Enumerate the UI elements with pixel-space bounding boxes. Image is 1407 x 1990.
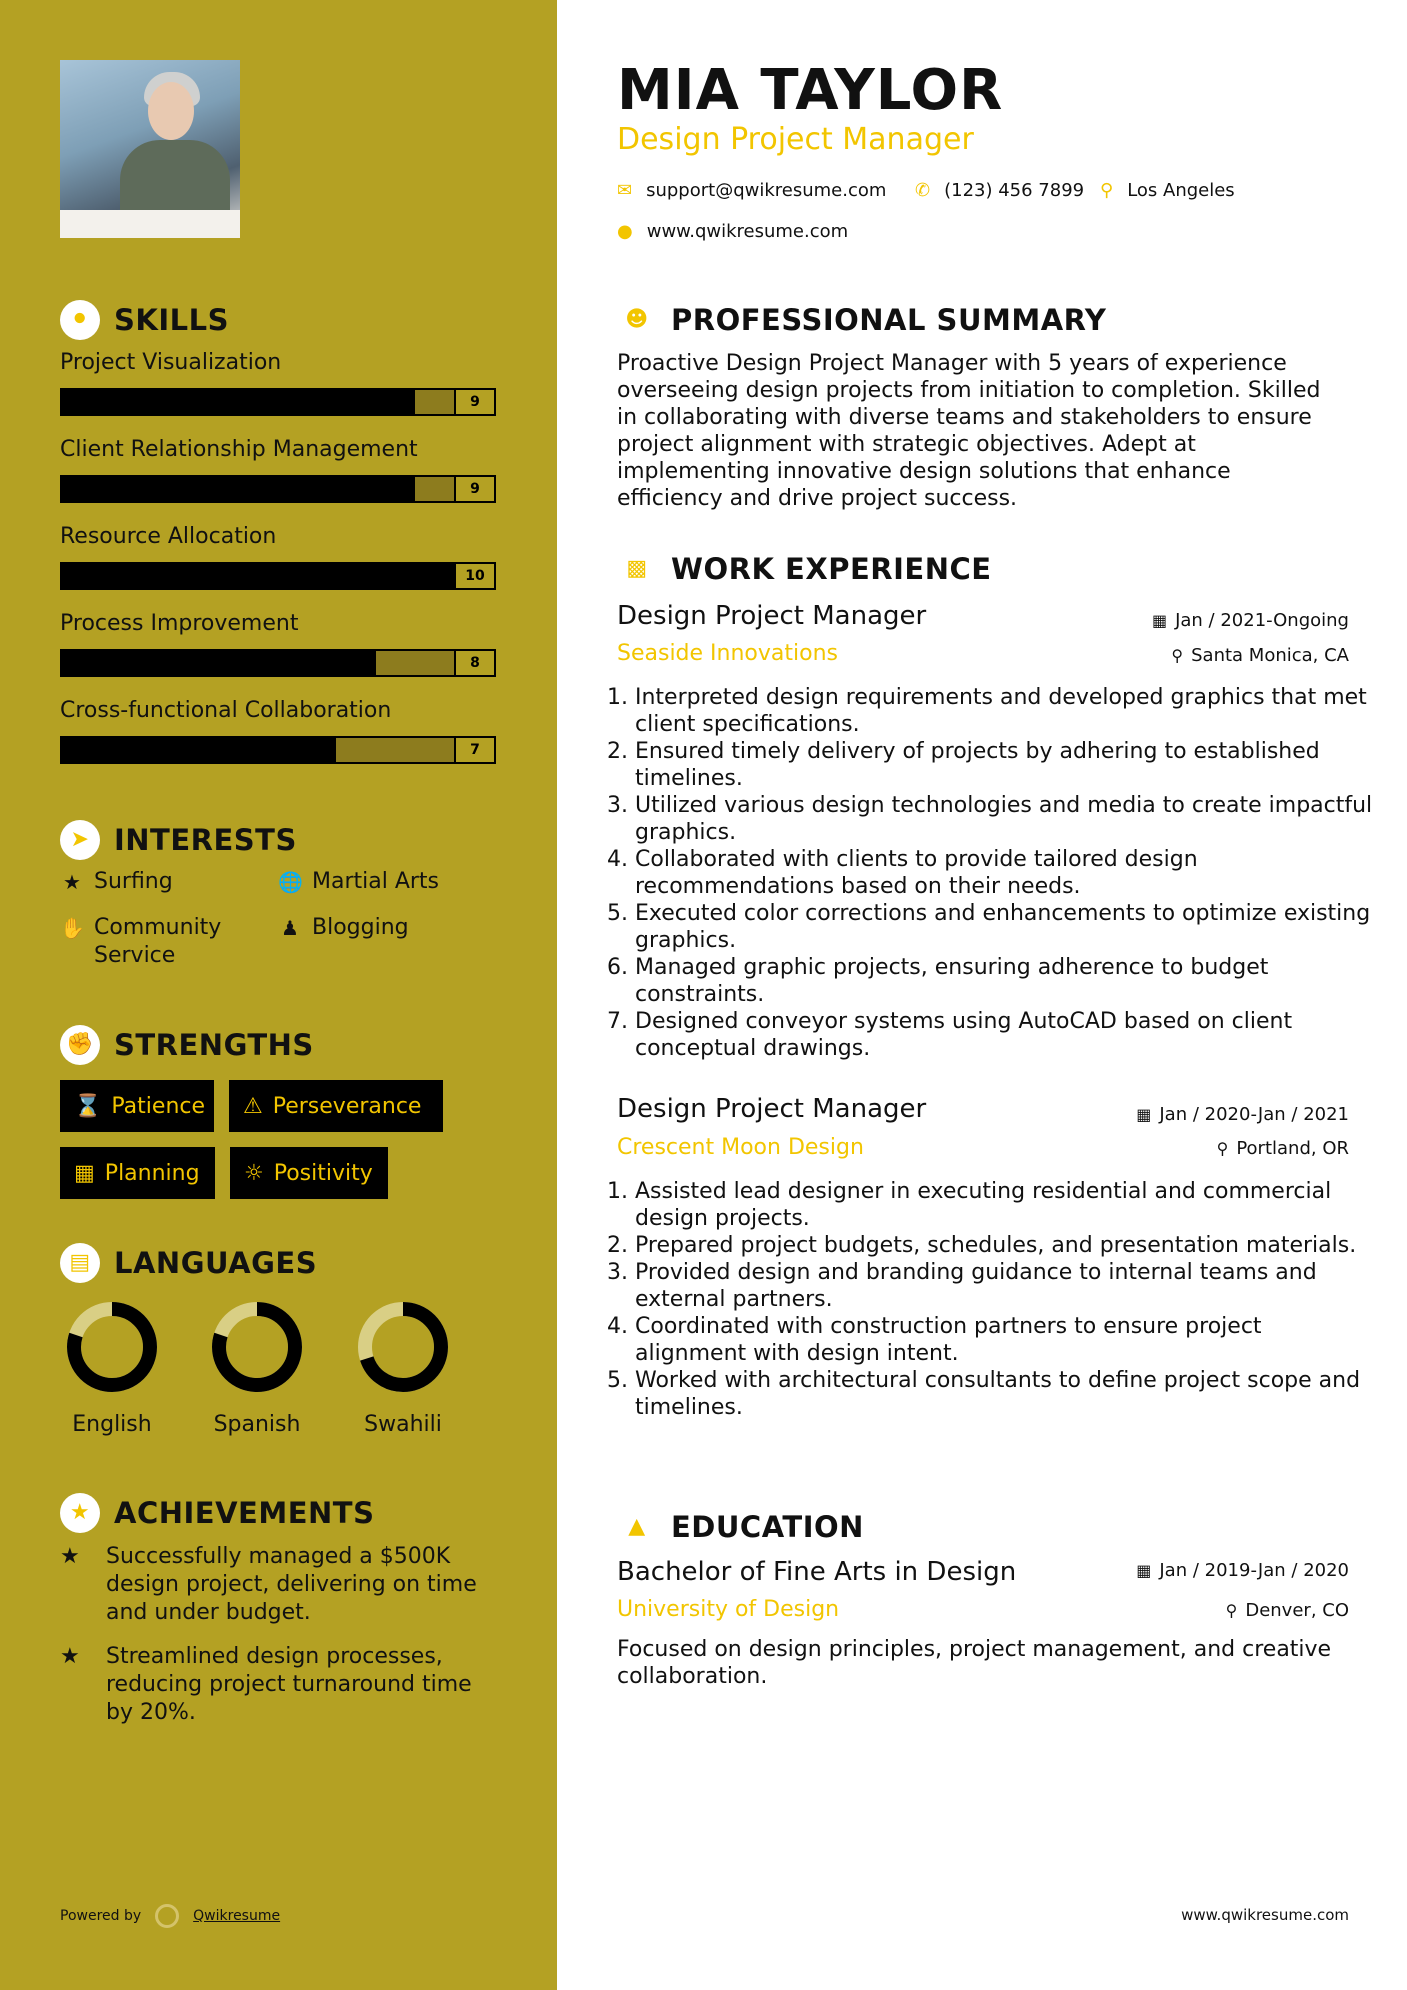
- summary-heading: ☻ PROFESSIONAL SUMMARY: [617, 300, 1106, 340]
- contact-website: [617, 221, 848, 242]
- skill-label: Resource Allocation: [60, 524, 277, 549]
- duty-item: 3. Utilized various design technologies and media to create impactful graphics.: [635, 792, 1375, 846]
- candidate-role: Design Project Manager: [617, 122, 974, 157]
- envelope-icon: ✉: [617, 180, 633, 201]
- candidate-name: MIA TAYLOR: [617, 58, 1004, 123]
- education-heading: ▲ EDUCATION: [617, 1507, 864, 1547]
- strength-badge: ⌛ Patience: [60, 1080, 214, 1132]
- skill-score: 9: [454, 477, 494, 501]
- footer-website[interactable]: www.qwikresume.com: [1181, 1906, 1349, 1924]
- job-date: ▦ Jan / 2021-Ongoing: [1151, 610, 1349, 631]
- education-date: ▦ Jan / 2019-Jan / 2020: [1136, 1560, 1349, 1581]
- language-item: [353, 1300, 453, 1437]
- job-company: Crescent Moon Design: [617, 1135, 864, 1160]
- language-item: [62, 1300, 162, 1437]
- strength-badge: ☼ Positivity: [230, 1147, 388, 1199]
- brand-link[interactable]: Qwikresume: [193, 1908, 281, 1924]
- strengths-heading: ✊ STRENGTHS: [60, 1025, 314, 1065]
- website-link[interactable]: www.qwikresume.com: [646, 221, 849, 242]
- job-location: ⚲ Santa Monica, CA: [1171, 645, 1349, 666]
- strength-badge: ⚠ Perseverance: [229, 1080, 443, 1132]
- job-duties: [617, 1178, 1375, 1421]
- pin-icon: ⚲: [1225, 1601, 1238, 1620]
- school-name: University of Design: [617, 1597, 840, 1622]
- job-title: Design Project Manager: [617, 1094, 927, 1124]
- skill-fill: [62, 651, 376, 675]
- map-pin-icon: ⚲: [1100, 180, 1114, 201]
- star-badge-icon: ★: [60, 1493, 100, 1533]
- skill-fill: [62, 738, 336, 762]
- achievements-heading: ★ ACHIEVEMENTS: [60, 1493, 374, 1533]
- interests-heading: ➤ INTERESTS: [60, 820, 297, 860]
- contact-location: ⚲ Los Angeles: [1100, 180, 1235, 201]
- skill-bar: [60, 388, 496, 416]
- skill-score: 8: [454, 651, 494, 675]
- interest-item: ♟ Blogging: [278, 914, 409, 942]
- duty-item: 4. Collaborated with clients to provide tailored design recommendations based on their needs.: [635, 846, 1375, 900]
- warning-icon: ⚠: [243, 1093, 263, 1119]
- email-link[interactable]: support@qwikresume.com: [646, 180, 887, 201]
- interest-item: ✋ Community Service: [60, 915, 222, 968]
- language-ring: [65, 1300, 159, 1394]
- skill-bar: [60, 736, 496, 764]
- calendar-icon: ▦: [74, 1160, 95, 1186]
- duty-item: 7. Designed conveyor systems using AutoCAD based on client conceptual drawings.: [635, 1008, 1375, 1062]
- duty-item: 5. Worked with architectural consultants to define project scope and timelines.: [635, 1367, 1375, 1421]
- language-name: English: [72, 1412, 152, 1437]
- degree-title: Bachelor of Fine Arts in Design: [617, 1557, 1017, 1587]
- skill-label: Client Relationship Management: [60, 437, 418, 462]
- education-location: ⚲ Denver, CO: [1225, 1600, 1349, 1621]
- skill-fill: [62, 477, 415, 501]
- skill-bar: [60, 562, 496, 590]
- job-title: Design Project Manager: [617, 601, 927, 631]
- job-date: ▦ Jan / 2020-Jan / 2021: [1136, 1104, 1349, 1125]
- duty-item: 2. Prepared project budgets, schedules, and presentation materials.: [635, 1232, 1375, 1259]
- language-item: [207, 1300, 307, 1437]
- job-company: Seaside Innovations: [617, 641, 838, 666]
- hourglass-icon: ⌛: [74, 1093, 102, 1119]
- summary-text: Proactive Design Project Manager with 5 years of experience overseeing design projects from initiation to completion. Skilled in collaborating with diverse teams and stakeholders to ensure project alignment with strategic objectives. Adept at implementing innovative design solutions that enhance efficiency and drive project success.: [617, 351, 1321, 511]
- chair-icon: ▩: [617, 549, 657, 589]
- job-location: ⚲ Portland, OR: [1216, 1138, 1349, 1159]
- powered-by: Powered by Qwikresume: [60, 1904, 280, 1928]
- pin-icon: ⚲: [1171, 646, 1184, 665]
- id-card-icon: ▤: [60, 1243, 100, 1283]
- sun-icon: ☼: [244, 1160, 264, 1186]
- skill-score: 9: [454, 390, 494, 414]
- education-description: Focused on design principles, project management, and creative collaboration.: [617, 1637, 1332, 1689]
- duty-item: 2. Ensured timely delivery of projects by adhering to established timelines.: [635, 738, 1375, 792]
- qwikresume-logo-icon: [155, 1904, 179, 1928]
- sidebar: [0, 0, 557, 1990]
- contact-phone: ✆ (123) 456 7899: [915, 180, 1085, 201]
- fist-icon: ✊: [60, 1025, 100, 1065]
- job-duties: [617, 684, 1375, 1062]
- pin-icon: ⚲: [1216, 1139, 1229, 1158]
- languages-heading: ▤ LANGUAGES: [60, 1243, 317, 1283]
- star-icon: ★: [63, 870, 81, 894]
- experience-heading: ▩ WORK EXPERIENCE: [617, 549, 992, 589]
- skill-label: Process Improvement: [60, 611, 299, 636]
- duty-item: 1. Assisted lead designer in executing residential and commercial design projects.: [635, 1178, 1375, 1232]
- skill-fill: [62, 390, 415, 414]
- duty-item: 1. Interpreted design requirements and developed graphics that met client specifications.: [635, 684, 1375, 738]
- duty-item: 6. Managed graphic projects, ensuring adherence to budget constraints.: [635, 954, 1375, 1008]
- duty-item: 5. Executed color corrections and enhancements to optimize existing graphics.: [635, 900, 1375, 954]
- strength-badge: ▦ Planning: [60, 1147, 215, 1199]
- skill-bar: [60, 649, 496, 677]
- duty-item: 4. Coordinated with construction partners to ensure project alignment with design intent.: [635, 1313, 1375, 1367]
- language-name: Swahili: [364, 1412, 442, 1437]
- language-ring: [210, 1300, 304, 1394]
- users-icon: ♟: [281, 916, 299, 940]
- phone-icon: ✆: [915, 180, 931, 201]
- achievement-item: ★ Streamlined design processes, reducing project turnaround time by 20%.: [60, 1644, 472, 1725]
- user-icon: ☻: [617, 300, 657, 340]
- calendar-icon: ▦: [1151, 611, 1168, 630]
- language-ring: [356, 1300, 450, 1394]
- calendar-icon: ▦: [1136, 1105, 1152, 1124]
- skill-score: 7: [454, 738, 494, 762]
- star-icon: ★: [60, 1544, 80, 1569]
- graduation-cap-icon: ▲: [617, 1507, 657, 1547]
- star-icon: ★: [60, 1644, 80, 1669]
- calendar-icon: ▦: [1136, 1561, 1152, 1580]
- skills-heading: ⚫ SKILLS: [60, 300, 229, 340]
- skill-label: Cross-functional Collaboration: [60, 698, 392, 723]
- skill-label: Project Visualization: [60, 350, 282, 375]
- globe-icon: 🌐: [278, 870, 303, 894]
- interest-item: ★ Surfing: [60, 868, 173, 896]
- profile-photo: [60, 60, 240, 238]
- skill-bar: [60, 475, 496, 503]
- globe-icon: ●: [617, 221, 633, 242]
- hand-icon: ✋: [60, 916, 85, 940]
- paper-plane-icon: ➤: [60, 820, 100, 860]
- contact-email: [617, 180, 886, 201]
- skill-fill: [62, 564, 454, 588]
- language-name: Spanish: [213, 1412, 301, 1437]
- interest-item: 🌐 Martial Arts: [278, 869, 440, 894]
- achievement-item: ★ Successfully managed a $500K design project, delivering on time and under budget.: [60, 1544, 477, 1625]
- lightbulb-icon: ⚫: [60, 300, 100, 340]
- duty-item: 3. Provided design and branding guidance to internal teams and external partners.: [635, 1259, 1375, 1313]
- skill-score: 10: [454, 564, 494, 588]
